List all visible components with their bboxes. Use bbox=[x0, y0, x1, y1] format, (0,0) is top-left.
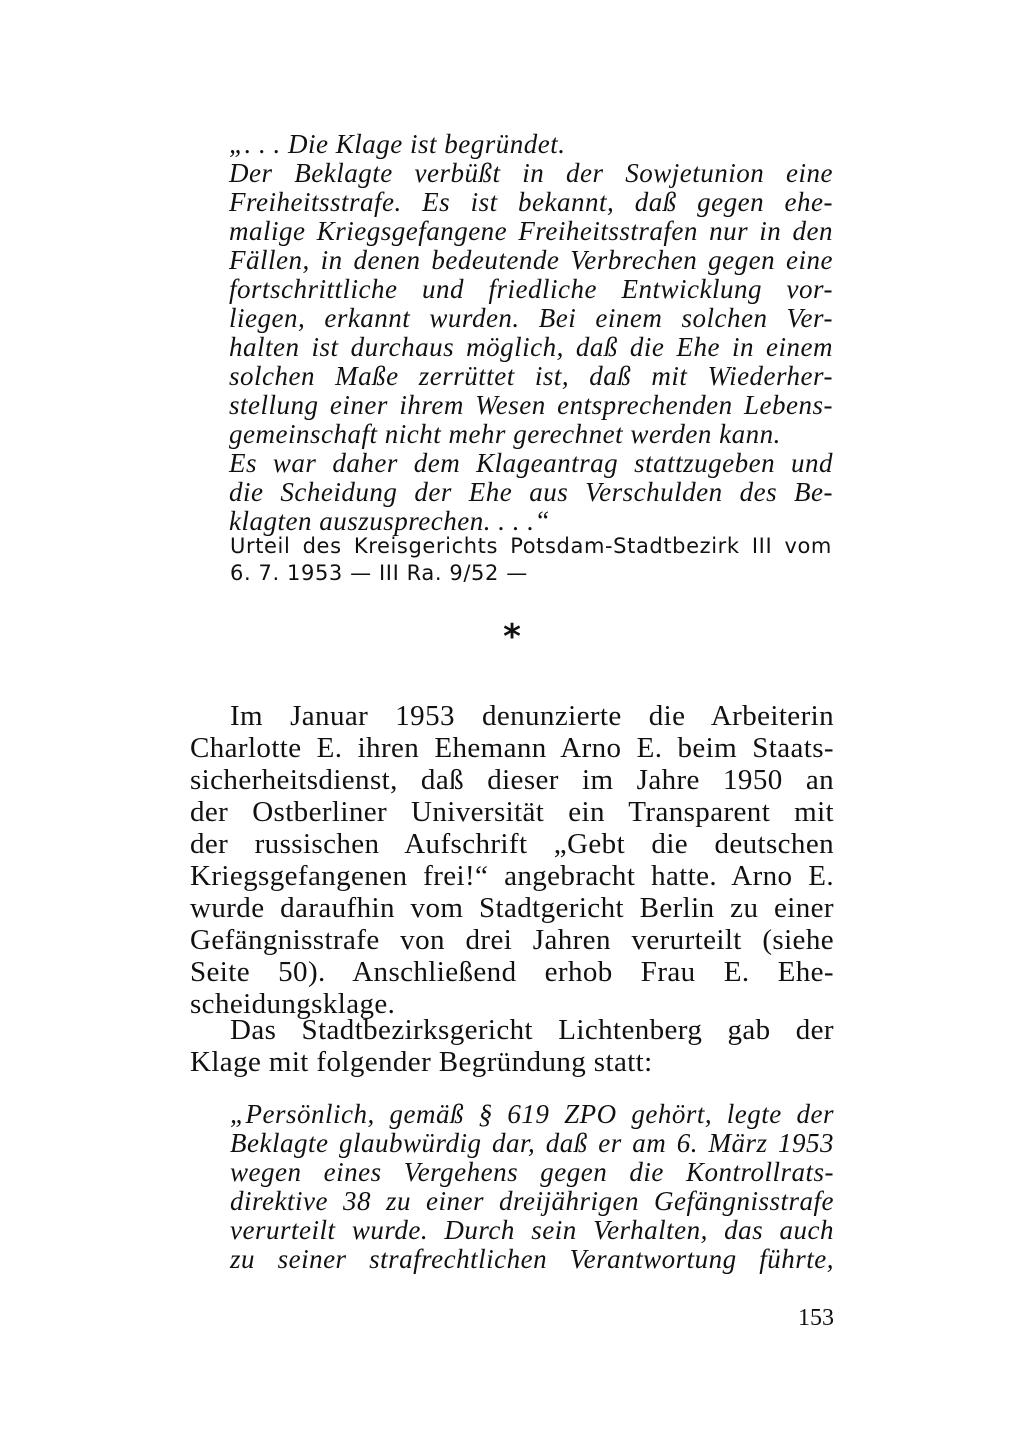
citation-source bbox=[230, 533, 832, 587]
quote-line: zu seiner strafrechtlichen Verantwortung führte, bbox=[230, 1244, 834, 1274]
body-line: der Ostberliner Universität ein Transparent mit bbox=[190, 796, 834, 828]
quote-line: stellung einer ihrem Wesen entsprechenden Lebens- bbox=[229, 390, 833, 420]
quote-line: liegen, erkannt wurden. Bei einem solchen Ver- bbox=[229, 303, 833, 333]
body-line: Gefängnisstrafe von drei Jahren verurteilt (siehe bbox=[190, 924, 834, 956]
quote-line: direktive 38 zu einer dreijährigen Gefängnisstrafe bbox=[230, 1186, 834, 1216]
body-line: Klage mit folgender Begründung statt: bbox=[190, 1046, 653, 1078]
quote-line: wegen eines Vergehens gegen die Kontrollrats- bbox=[230, 1157, 834, 1187]
quote-line: malige Kriegsgefangene Freiheitsstrafen nur in den bbox=[229, 216, 833, 246]
court-quote-block-2 bbox=[230, 1100, 834, 1274]
quote-line: Freiheitsstrafe. Es ist bekannt, daß gegen ehe- bbox=[229, 187, 833, 217]
page-number: 153 bbox=[798, 1305, 834, 1331]
citation-line: Urteil des Kreisgerichts Potsdam-Stadtbezirk III vom bbox=[230, 534, 832, 558]
quote-line: fortschrittliche und friedliche Entwicklung vor- bbox=[229, 274, 833, 304]
quote-line: Beklagte glaubwürdig dar, daß er am 6. März 1953 bbox=[230, 1128, 834, 1158]
quote-line: „. . . Die Klage ist begründet. bbox=[229, 129, 566, 159]
body-paragraph-2 bbox=[190, 1014, 834, 1078]
body-line: sicherheitsdienst, daß dieser im Jahre 1950 an bbox=[190, 764, 834, 796]
quote-line: verurteilt wurde. Durch sein Verhalten, das auch bbox=[230, 1215, 834, 1245]
body-line: Seite 50). Anschließend erhob Frau E. Ehe- bbox=[190, 956, 834, 988]
quote-line: Es war daher dem Klageantrag stattzugeben und bbox=[229, 448, 833, 478]
section-separator: * bbox=[503, 617, 521, 657]
body-line: wurde daraufhin vom Stadtgericht Berlin zu einer bbox=[190, 892, 834, 924]
quote-line: Fällen, in denen bedeutende Verbrechen gegen eine bbox=[229, 245, 833, 275]
quote-line: halten ist durchaus möglich, daß die Ehe in einem bbox=[229, 332, 833, 362]
body-line: der russischen Aufschrift „Gebt die deutschen bbox=[190, 828, 834, 860]
body-line: scheidungsklage. bbox=[190, 988, 396, 1020]
body-paragraph-1 bbox=[190, 700, 834, 1020]
court-quote-block bbox=[229, 130, 833, 536]
quote-line: gemeinschaft nicht mehr gerechnet werden kann. bbox=[229, 419, 781, 449]
quote-line: „Persönlich, gemäß § 619 ZPO gehört, legte der bbox=[230, 1099, 834, 1129]
body-line: Das Stadtbezirksgericht Lichtenberg gab der bbox=[230, 1014, 834, 1046]
quote-line: Der Beklagte verbüßt in der Sowjetunion eine bbox=[229, 158, 833, 188]
quote-line: klagten auszusprechen. . . .“ bbox=[229, 506, 550, 536]
quote-line: solchen Maße zerrüttet ist, daß mit Wiederher- bbox=[229, 361, 833, 391]
citation-line: 6. 7. 1953 — III Ra. 9/52 — bbox=[230, 561, 528, 585]
body-line: Im Januar 1953 denunzierte die Arbeiterin bbox=[230, 700, 834, 732]
quote-line: die Scheidung der Ehe aus Verschulden des Be- bbox=[229, 477, 833, 507]
body-line: Kriegsgefangenen frei!“ angebracht hatte. Arno E. bbox=[190, 860, 834, 892]
body-line: Charlotte E. ihren Ehemann Arno E. beim Staats- bbox=[190, 732, 834, 764]
